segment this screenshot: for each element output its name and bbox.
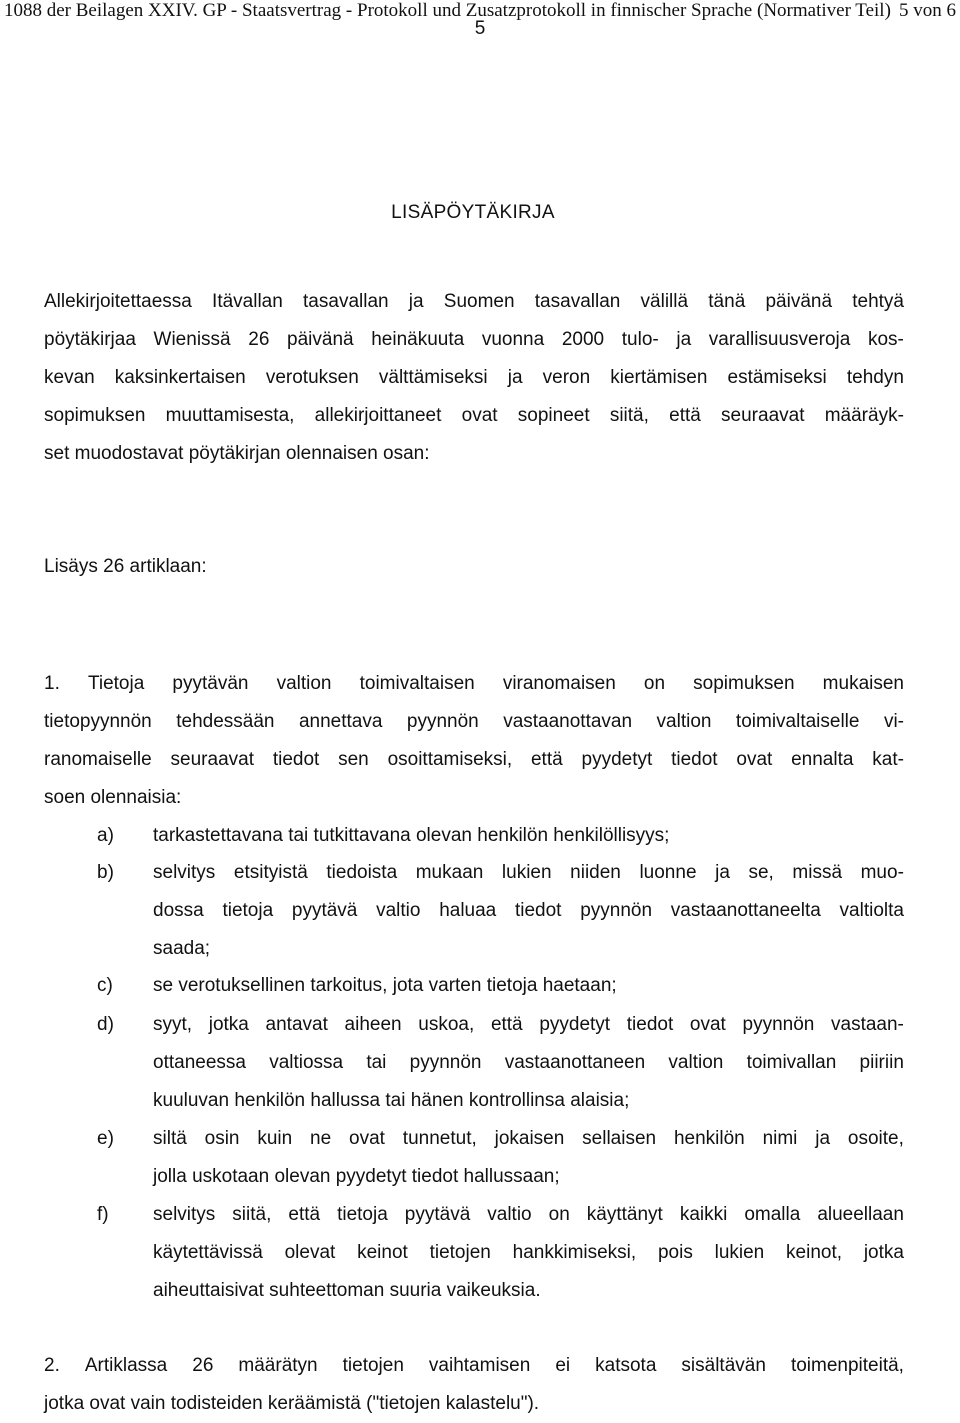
word: vastaanottavan [503, 711, 633, 732]
intro-paragraph [44, 283, 904, 473]
document-title: LISÄPÖYTÄKIRJA [391, 202, 555, 223]
word: 1. [44, 673, 60, 694]
word: olevat [284, 1242, 336, 1263]
word: tiedot [626, 1014, 674, 1035]
word: kiertämisen [610, 367, 708, 388]
paragraph-line: soen olennaisia: [44, 787, 182, 808]
paragraph-1 [44, 665, 904, 817]
list-item-line [153, 1006, 904, 1044]
word: 2. [44, 1355, 60, 1376]
word: vaihtamisen [428, 1355, 531, 1376]
intro-line: set muodostavat pöytäkirjan olennaisen osan: [44, 443, 430, 464]
list-item-letter: a) [97, 825, 114, 846]
list-item-letter: d) [97, 1014, 114, 1035]
word: seuraavat [721, 405, 805, 426]
word: keinot, [786, 1242, 843, 1263]
word: nimi [762, 1128, 798, 1149]
word: ovat [349, 1128, 385, 1149]
word: sen [338, 749, 369, 770]
word: allekirjoittaneet [314, 405, 442, 426]
word: omalla [744, 1204, 801, 1225]
word: pyynnön [406, 711, 479, 732]
paragraph-2 [44, 1347, 904, 1423]
word: tunnetut, [402, 1128, 477, 1149]
word: valtiolta [839, 900, 904, 921]
intro-line [44, 397, 904, 435]
word: on [643, 673, 666, 694]
word: vastaanottaneen [504, 1052, 646, 1073]
word: jotka [208, 1014, 249, 1035]
word: 26 [192, 1355, 214, 1376]
intro-line [44, 321, 904, 359]
word: toimivallan [746, 1052, 837, 1073]
word: lukien [501, 862, 552, 883]
list-item-text [153, 1120, 904, 1196]
word: siltä [153, 1128, 187, 1149]
word: että [669, 405, 701, 426]
word: pois [657, 1242, 693, 1263]
word: sisältävän [681, 1355, 766, 1376]
word: kuin [257, 1128, 293, 1149]
word: antavat [265, 1014, 328, 1035]
list-item-line [153, 1234, 904, 1272]
word: sopineet [517, 405, 590, 426]
word: kat- [872, 749, 904, 770]
word: tehdyn [846, 367, 904, 388]
word: sopimuksen [44, 405, 146, 426]
paragraph-line [44, 1347, 904, 1385]
word: vi- [883, 711, 904, 732]
word: tiedoista [326, 862, 398, 883]
word: pyynnön [580, 900, 653, 921]
list-item-text [153, 1006, 904, 1120]
word: jokaisen [494, 1128, 565, 1149]
word: tiedot [514, 900, 562, 921]
word: osoittamiseksi, [387, 749, 513, 770]
word: ranomaiselle [44, 749, 152, 770]
word: muo- [860, 862, 904, 883]
word: mukaisen [822, 673, 904, 694]
word: ottaneessa [153, 1052, 246, 1073]
page-number: 5 [474, 18, 486, 39]
word: dossa [153, 900, 204, 921]
word: verotuksen [265, 367, 359, 388]
word: selvitys [153, 862, 216, 883]
word: hankkimiseksi, [512, 1242, 637, 1263]
paragraph-line [44, 741, 904, 779]
word: valtiossa [269, 1052, 344, 1073]
page-header-title: 1088 der Beilagen XXIV. GP - Staatsvertrag - Protokoll und Zusatzprotokoll in finnischer Sprache (Normativer Teil) [4, 0, 891, 21]
word: päivänä [765, 291, 833, 312]
word: varallisuusveroja [708, 329, 851, 350]
intro-line [44, 283, 904, 321]
word: tietoja [337, 1204, 388, 1225]
word: ja [507, 367, 523, 388]
word: kevan [44, 367, 95, 388]
word: kaksinkertaisen [114, 367, 246, 388]
list-item-letter: e) [97, 1128, 114, 1149]
word: Allekirjoitettaessa [44, 291, 192, 312]
word: Itävallan [212, 291, 283, 312]
word: pyydetyt [581, 749, 653, 770]
list-item-letter: c) [97, 975, 113, 996]
word: veron [542, 367, 591, 388]
list-item-letter: b) [97, 862, 114, 883]
word: on [548, 1204, 570, 1225]
word: tietoja [222, 900, 274, 921]
word: määräyk- [824, 405, 904, 426]
word: heinäkuuta [371, 329, 465, 350]
word: siitä, [609, 405, 649, 426]
list-item-line [153, 892, 904, 930]
word: jotka [863, 1242, 904, 1263]
word: niiden [570, 862, 621, 883]
list-item-text [153, 967, 904, 1005]
word: aiheen [344, 1014, 402, 1035]
word: siitä, [232, 1204, 272, 1225]
word: käyttänyt [586, 1204, 663, 1225]
word: 26 [248, 329, 270, 350]
word: valtio [487, 1204, 532, 1225]
list-item-line [153, 1120, 904, 1158]
word: Wienissä [153, 329, 231, 350]
word: sopimuksen [693, 673, 795, 694]
list-item-text [153, 1196, 904, 1310]
word: määrätyn [238, 1355, 318, 1376]
paragraph-line: jotka ovat vain todisteiden keräämistä ("tietojen kalastelu"). [44, 1393, 540, 1414]
word: tietojen [342, 1355, 404, 1376]
word: tänä [708, 291, 746, 312]
word: vastaan- [831, 1014, 904, 1035]
section-heading: Lisäys 26 artiklaan: [44, 556, 207, 577]
word: tai [366, 1052, 387, 1073]
word: että [490, 1014, 523, 1035]
word: henkilön [673, 1128, 745, 1149]
list-item-line: tarkastettavana tai tutkittavana olevan henkilön henkilöllisyys; [153, 825, 670, 846]
word: käytettävissä [153, 1242, 263, 1263]
word: ennalta [791, 749, 854, 770]
word: ovat [689, 1014, 726, 1035]
word: lukien [714, 1242, 765, 1263]
word: osin [204, 1128, 240, 1149]
word: tasavallan [534, 291, 621, 312]
paragraph-line [44, 703, 904, 741]
word: ei [555, 1355, 571, 1376]
word: että [288, 1204, 321, 1225]
word: tietojen [429, 1242, 491, 1263]
word: ovat [461, 405, 498, 426]
word: ne [310, 1128, 332, 1149]
list-item-line: aiheuttaisivat suhteettoman suuria vaikeuksia. [153, 1280, 541, 1301]
word: pöytäkirjaa [44, 329, 136, 350]
word: valtion [656, 711, 712, 732]
word: tehdessään [176, 711, 275, 732]
word: se, [748, 862, 774, 883]
word: pyytävä [404, 1204, 471, 1225]
word: pyytävä [291, 900, 358, 921]
word: päivänä [287, 329, 354, 350]
word: tasavallan [303, 291, 389, 312]
word: tietopyynnön [44, 711, 152, 732]
word: katsota [595, 1355, 657, 1376]
list-item-line [153, 1044, 904, 1082]
word: viranomaisen [502, 673, 616, 694]
word: Artiklassa [84, 1355, 168, 1376]
word: ja [408, 291, 424, 312]
list-item-letter: f) [97, 1204, 109, 1225]
word: välttämiseksi [378, 367, 488, 388]
word: valtion [668, 1052, 724, 1073]
word: sellaisen [582, 1128, 657, 1149]
word: Suomen [443, 291, 515, 312]
word: pyynnön [409, 1052, 482, 1073]
word: valtion [276, 673, 332, 694]
word: pyydetyt [539, 1014, 611, 1035]
word: seuraavat [170, 749, 254, 770]
word: keinot [357, 1242, 408, 1263]
word: toimivaltaiselle [735, 711, 860, 732]
word: ja [815, 1128, 831, 1149]
word: uskoa, [418, 1014, 475, 1035]
word: vuonna [481, 329, 545, 350]
word: tulo- [621, 329, 659, 350]
word: valtio [376, 900, 421, 921]
word: mukaan [415, 862, 484, 883]
word: ovat [736, 749, 773, 770]
list-item-line: jolla uskotaan olevan pyydetyt tiedot hallussaan; [153, 1166, 560, 1187]
list-item-line: saada; [153, 938, 211, 959]
word: luonne [639, 862, 697, 883]
word: toimivaltaisen [359, 673, 475, 694]
paragraph-line [44, 665, 904, 703]
word: tiedot [671, 749, 718, 770]
word: vastaanottaneelta [670, 900, 821, 921]
word: 2000 [561, 329, 605, 350]
list-item-text [153, 854, 904, 968]
word: osoite, [847, 1128, 904, 1149]
word: Tietoja [87, 673, 145, 694]
word: ja [715, 862, 730, 883]
word: piiriin [859, 1052, 904, 1073]
word: alueellaan [817, 1204, 904, 1225]
word: pyytävän [172, 673, 249, 694]
word: että [530, 749, 563, 770]
list-item-line [153, 1196, 904, 1234]
word: estämiseksi [727, 367, 827, 388]
page-header-page-count: 5 von 6 [899, 0, 956, 21]
word: selvitys [153, 1204, 216, 1225]
word: ja [676, 329, 692, 350]
word: muuttamisesta, [165, 405, 295, 426]
word: pyynnön [742, 1014, 815, 1035]
word: tehtyä [852, 291, 904, 312]
word: haluaa [439, 900, 497, 921]
word: syyt, [153, 1014, 193, 1035]
word: annettava [298, 711, 383, 732]
word: missä [792, 862, 843, 883]
word: kos- [867, 329, 904, 350]
word: kaikki [679, 1204, 728, 1225]
list-item-line: se verotuksellinen tarkoitus, jota varten tietoja haetaan; [153, 975, 617, 996]
word: välillä [640, 291, 689, 312]
list-item-line: kuuluvan henkilön hallussa tai hänen kontrollinsa alaisia; [153, 1090, 630, 1111]
word: tiedot [272, 749, 320, 770]
list-item-line [153, 854, 904, 892]
word: toimenpiteitä, [790, 1355, 904, 1376]
intro-line [44, 359, 904, 397]
word: etsityistä [233, 862, 308, 883]
list-item-text [153, 817, 904, 855]
